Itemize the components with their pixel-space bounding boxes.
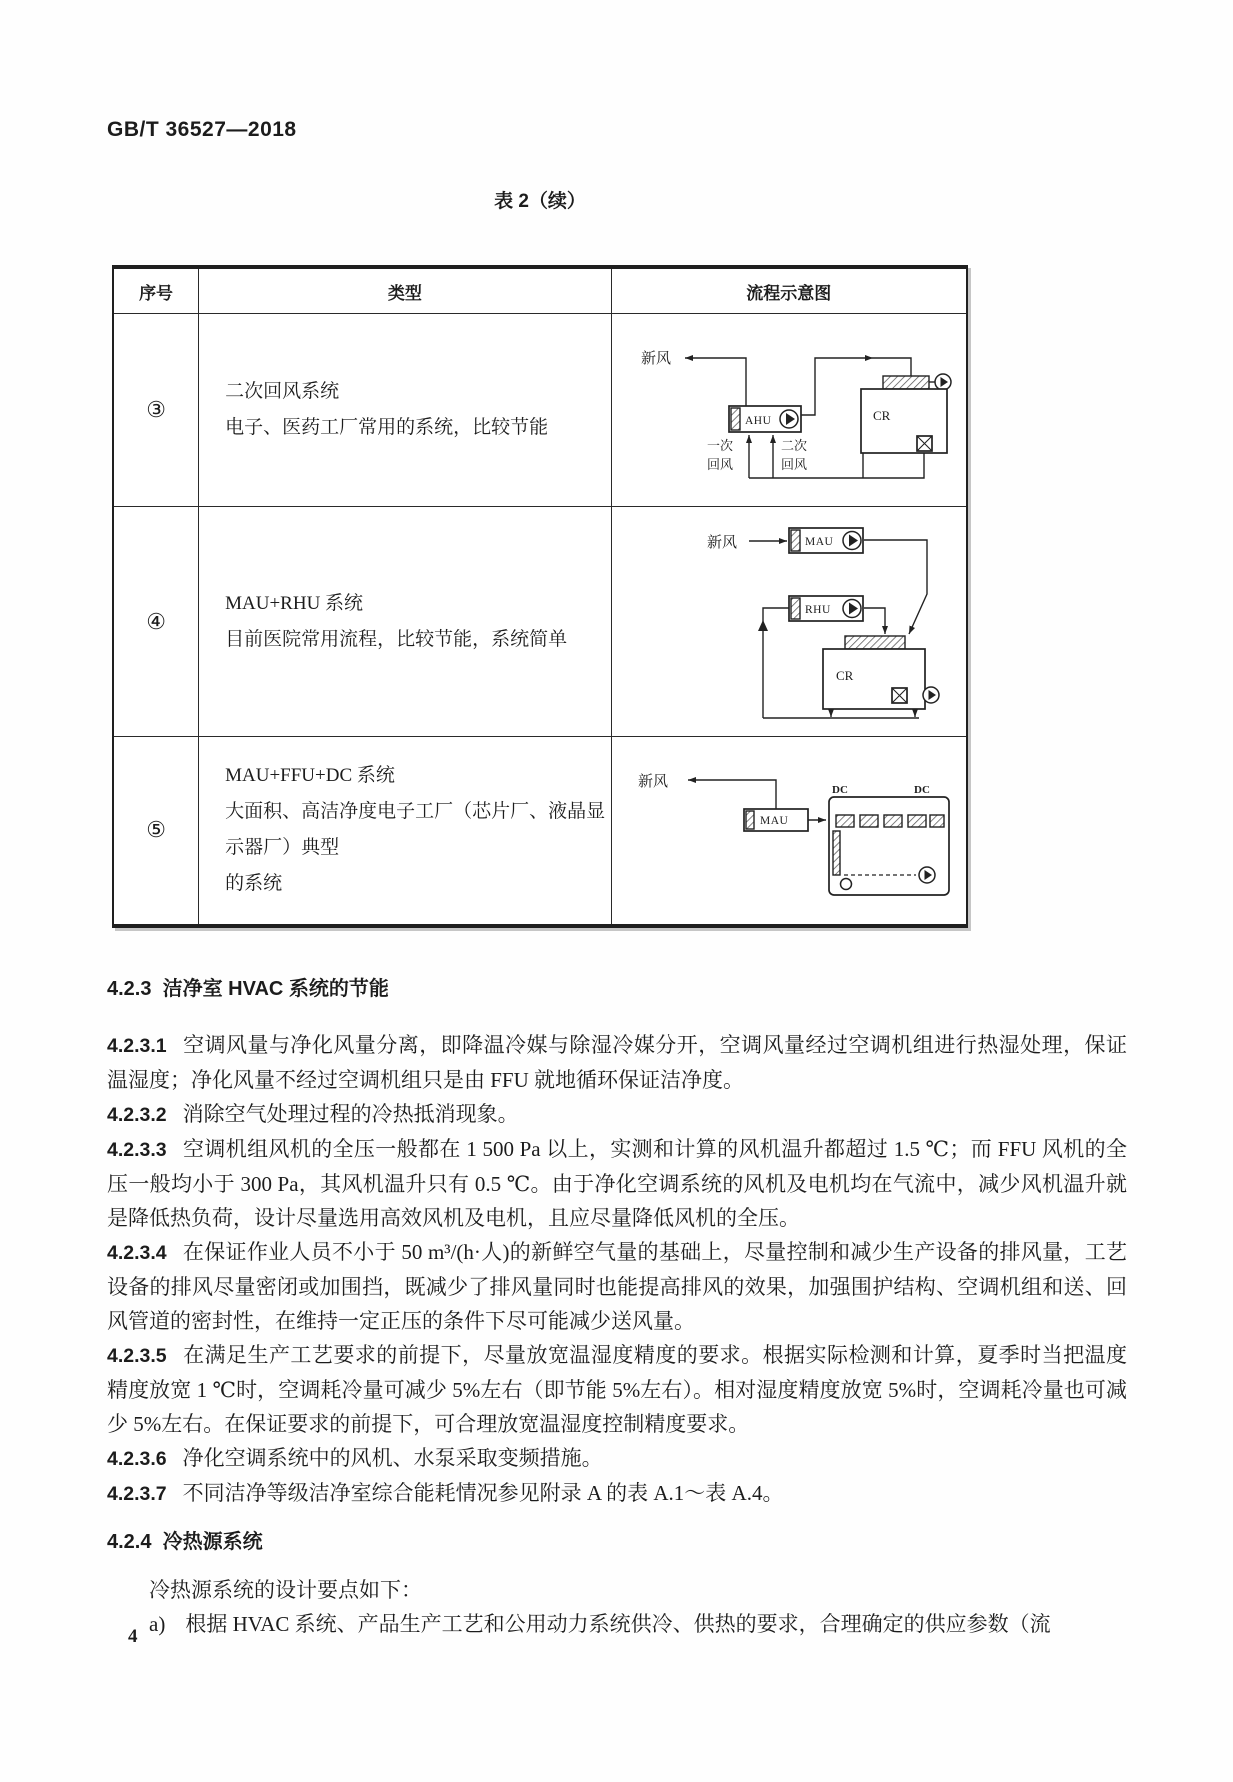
type-cell	[199, 737, 611, 926]
mau-label: MAU	[759, 814, 789, 827]
type-line: MAU+RHU 系统	[225, 592, 364, 614]
seq-badge: ③	[113, 314, 199, 507]
clause-4235	[107, 1338, 1127, 1441]
list-item-text: 根据 HVAC 系统、产品生产工艺和公用动力系统供冷、供热的要求，合理确定的供应参数（流	[185, 1611, 1051, 1636]
clause-number: 4.2.3.5	[107, 1344, 167, 1367]
svg-text:回风: 回风	[781, 457, 808, 472]
svg-text:二次: 二次	[781, 438, 808, 453]
mau-unit	[789, 528, 863, 553]
table-row	[113, 507, 967, 737]
ahu-unit	[729, 406, 801, 432]
clause-text: 在满足生产工艺要求的前提下，尽量放宽温湿度精度的要求。根据实际检测和计算，夏季时当把温度精度放宽 1 ℃时，空调耗冷量可减少 5%左右（即节能 5%左右）。相对湿度精度放宽 5%时，空调耗冷量也可减少 5%左右。在保证要求的前提下，可合理放宽温湿度控制精度要求。	[107, 1342, 1127, 1436]
secondary-return-diagram	[621, 320, 956, 495]
table-header-row	[113, 267, 967, 314]
clause-4232	[107, 1097, 1127, 1132]
fresh-air-label: 新风	[707, 535, 738, 551]
seq-badge: ④	[113, 507, 199, 737]
clause-text: 空调风量与净化风量分离，即降温冷媒与除湿冷媒分开，空调风量经过空调机组进行热湿处理，保证温湿度；净化风量不经过空调机组只是由 FFU 就地循环保证洁净度。	[107, 1032, 1127, 1092]
table-row	[113, 737, 967, 926]
clause-4231	[107, 1028, 1127, 1097]
mau-ffu-dc-diagram	[624, 753, 954, 903]
seq-badge: ⑤	[113, 737, 199, 926]
filter-icon	[746, 811, 754, 829]
clause-4233	[107, 1132, 1127, 1235]
cr-label: CR	[836, 668, 854, 683]
type-cell	[199, 314, 611, 507]
svg-text:一次: 一次	[707, 438, 734, 453]
fan-icon	[843, 532, 861, 550]
diagram-cell	[611, 737, 967, 926]
section-heading-423	[107, 974, 1127, 1004]
filter-icon	[791, 530, 800, 551]
mau-unit	[744, 809, 808, 831]
section-heading-424	[107, 1527, 1127, 1557]
damper-icon	[892, 688, 907, 703]
table-caption: 表 2（续）	[494, 191, 586, 212]
section-title: 冷热源系统	[162, 1530, 263, 1553]
list-item-label: a)	[149, 1611, 166, 1636]
fan-icon	[919, 867, 935, 883]
secondary-return-label	[781, 438, 807, 472]
type-cell	[199, 507, 611, 737]
rhu-label: RHU	[805, 604, 832, 616]
mau-rhu-diagram	[621, 508, 956, 730]
ahu-label: AHU	[745, 415, 772, 427]
section-intro: 冷热源系统的设计要点如下：	[149, 1577, 422, 1602]
filter-icon	[731, 408, 740, 430]
type-line: 二次回风系统	[225, 381, 340, 402]
fan-icon	[840, 878, 851, 889]
type-line: 的系统	[225, 873, 283, 895]
damper-icon	[917, 436, 932, 451]
fresh-air-label: 新风	[641, 351, 672, 367]
clause-4236	[107, 1441, 1127, 1476]
clause-number: 4.2.3.6	[107, 1447, 167, 1470]
dc-label: DC	[831, 783, 848, 796]
col-header-diagram: 流程示意图	[611, 267, 967, 314]
clause-number: 4.2.3.2	[107, 1103, 167, 1126]
clause-text: 空调机组风机的全压一般都在 1 500 Pa 以上，实测和计算的风机温升都超过 1.5 ℃；而 FFU 风机的全压一般均小于 300 Pa，其风机温升只有 0.5 ℃。由于净化空调系统的风机及电机均在气流中，减少风机温升就是降低热负荷，设计尽量选用高效风机及电机，且应尽量降低风机的全压。	[107, 1136, 1127, 1230]
fresh-air-label: 新风	[637, 773, 668, 790]
rhu-unit	[789, 596, 863, 621]
fan-icon	[923, 687, 939, 703]
return-shaft	[833, 831, 840, 875]
clause-text: 在保证作业人员不小于 50 m³/(h·人)的新鲜空气量的基础上，尽量控制和减少生产设备的排风量，工艺设备的排风尽量密闭或加围挡，既减少了排风量同时也能提高排风的效果，加强围护结构、空调机组和送、回风管道的密封性，在维持一定正压的条件下尽可能减少送风量。	[107, 1239, 1127, 1333]
table-row	[113, 314, 967, 507]
section-title: 洁净室 HVAC 系统的节能	[162, 977, 389, 1000]
clause-number: 4.2.3.4	[107, 1241, 167, 1264]
fan-icon	[843, 600, 861, 618]
section-number: 4.2.3	[107, 977, 152, 1000]
type-line: MAU+FFU+DC 系统	[225, 765, 395, 787]
clause-text: 不同洁净等级洁净室综合能耗情况参见附录 A 的表 A.1～表 A.4。	[182, 1480, 784, 1505]
clause-number: 4.2.3.1	[107, 1034, 167, 1057]
col-header-seq: 序号	[113, 267, 199, 314]
page-header-doc-number: GB/T 36527—2018	[107, 118, 297, 141]
filter-icon	[791, 598, 800, 619]
filter-icon	[845, 636, 905, 649]
hvac-systems-table	[112, 265, 968, 928]
type-line: 大面积、高洁净度电子工厂（芯片厂、液晶显示器厂）典型	[225, 801, 606, 859]
diagram-cell	[611, 314, 967, 507]
list-item-a	[107, 1607, 1127, 1641]
clause-text: 消除空气处理过程的冷热抵消现象。	[182, 1101, 519, 1126]
mau-label: MAU	[805, 536, 834, 548]
type-line: 目前医院常用流程，比较节能，系统简单	[225, 628, 568, 650]
clause-text: 净化空调系统中的风机、水泵采取变频措施。	[182, 1445, 603, 1470]
clause-number: 4.2.3.3	[107, 1138, 167, 1161]
primary-return-label	[707, 438, 733, 472]
body-text	[107, 974, 1127, 1641]
fan-icon	[780, 410, 798, 428]
diagram-cell	[611, 507, 967, 737]
svg-text:回风: 回风	[707, 457, 734, 472]
col-header-type: 类型	[199, 267, 611, 314]
clause-4234	[107, 1235, 1127, 1338]
clause-4237	[107, 1476, 1127, 1511]
type-line: 电子、医药工厂常用的系统，比较节能	[225, 417, 549, 438]
cr-label: CR	[873, 408, 891, 423]
dc-label: DC	[913, 783, 930, 796]
clause-number: 4.2.3.7	[107, 1482, 167, 1505]
page-number: 4	[128, 1626, 138, 1647]
section-number: 4.2.4	[107, 1530, 152, 1553]
filter-icon	[883, 376, 929, 389]
fan-icon	[935, 374, 951, 390]
